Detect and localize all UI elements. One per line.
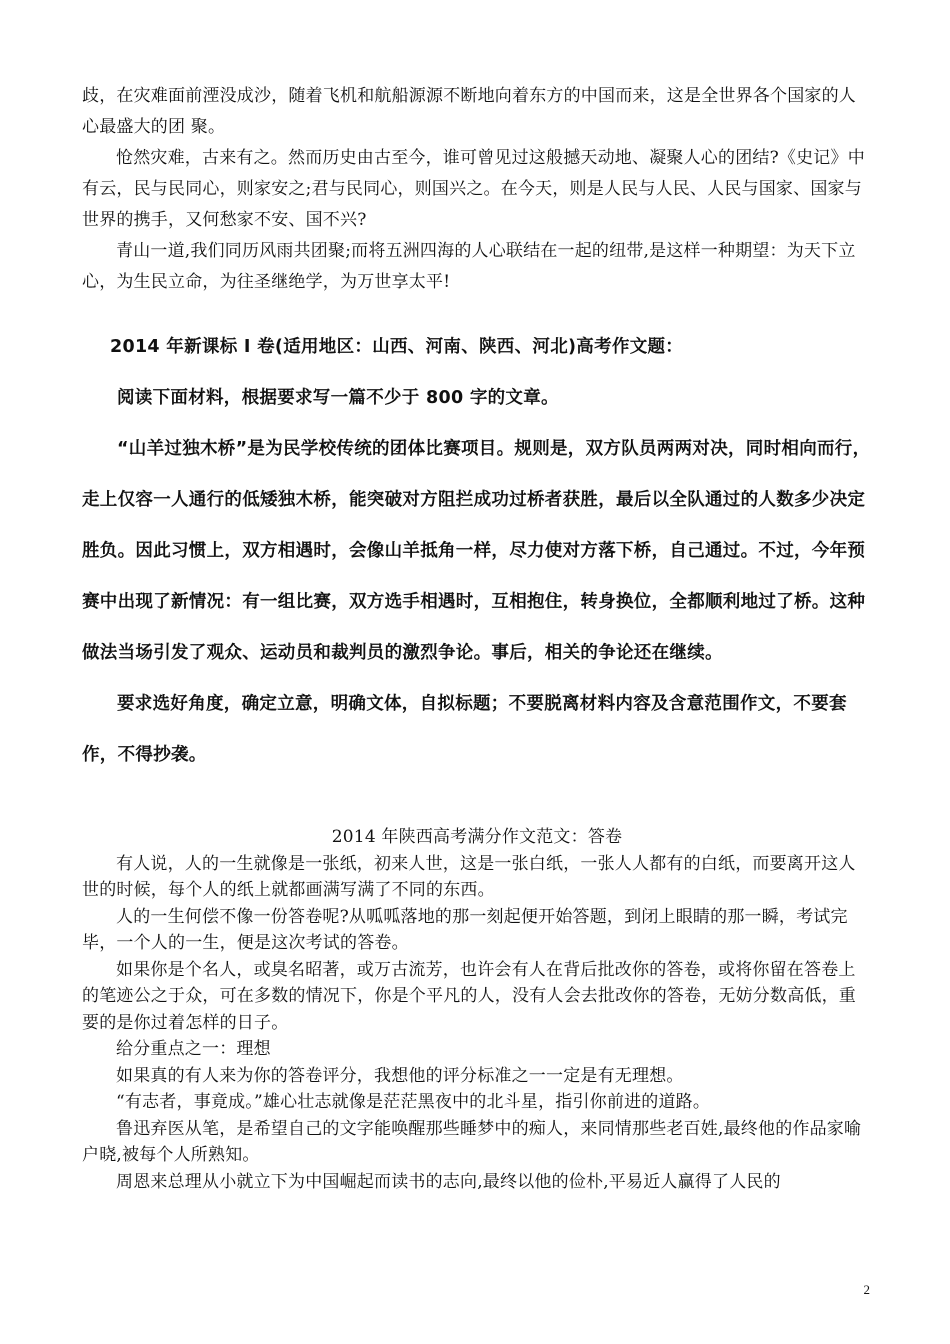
essay-section <box>82 824 872 1195</box>
essay-paragraph: 有人说，人的一生就像是一张纸，初来人世，这是一张白纸，一张人人都有的白纸，而要离开这人世的时候，每个人的纸上就都画满写满了不同的东西。 <box>82 853 856 900</box>
exam-section <box>82 322 872 781</box>
essay-paragraph: 周恩来总理从小就立下为中国崛起而读书的志向,最终以他的俭朴,平易近人赢得了人民的 <box>116 1171 781 1192</box>
essay-title: 2014 年陕西高考满分作文范文：答卷 <box>331 827 623 847</box>
top-section <box>82 81 872 298</box>
paragraph-mountains: 青山一道,我们同历风雨共团聚;而将五洲四海的人心联结在一起的纽带,是这样一种期望：为天下立心，为生民立命，为往圣继绝学，为万世享太平! <box>82 241 856 292</box>
exam-requirement: 要求选好角度，确定立意，明确文体，自拟标题；不要脱离材料内容及含意范围作文，不要套作，不得抄袭。 <box>82 694 847 765</box>
essay-paragraph: “有志者，事竟成。”雄心壮志就像是茫茫黑夜中的北斗星，指引你前进的道路。 <box>116 1092 711 1112</box>
essay-paragraph: 如果你是个名人，或臭名昭著，或万古流芳，也许会有人在背后批改你的答卷，或将你留在答卷上的笔迹公之于众，可在多数的情况下，你是个平凡的人，没有人会去批改你的答卷，无妨分数高低，重要的是你过着怎样的日子。 <box>82 959 856 1033</box>
essay-paragraph: 鲁迅弃医从笔，是希望自己的文字能唤醒那些睡梦中的痴人，来同情那些老百姓,最终他的作品家喻户晓,被每个人所熟知。 <box>82 1118 862 1165</box>
page-number: 2 <box>863 1282 870 1297</box>
exam-material: “山羊过独木桥”是为民学校传统的团体比赛项目。规则是，双方队员两两对决，同时相向而行，走上仅容一人通行的低矮独木桥，能突破对方阻拦成功过桥者获胜，最后以全队通过的人数多少决定胜负。因此习惯上，双方相遇时，会像山羊抵角一样，尽力使对方落下桥，自己通过。不过，今年预赛中出现了新情况：有一组比赛，双方选手相遇时，互相抱住，转身换位，全都顺利地过了桥。这种做法当场引发了观众、运动员和裁判员的激烈争论。事后，相关的争论还在继续。 <box>82 439 871 663</box>
essay-paragraph: 人的一生何偿不像一份答卷呢?从呱呱落地的那一刻起便开始答题，到闭上眼睛的那一瞬，考试完毕，一个人的一生，便是这次考试的答卷。 <box>82 906 848 953</box>
exam-heading: 2014 年新课标 I 卷(适用地区：山西、河南、陕西、河北)高考作文题： <box>110 337 684 357</box>
paragraph-disaster: 怆然灾难，古来有之。然而历史由古至今，谁可曾见过这般撼天动地、凝聚人心的团结?《史记》中有云，民与民同心，则家安之;君与民同心，则国兴之。在今天，则是人民与人民、人民与国家、国家与世界的携手，又何愁家不安、国不兴? <box>82 148 865 230</box>
essay-paragraph: 如果真的有人来为你的答卷评分，我想他的评分标准之一一定是有无理想。 <box>116 1065 684 1086</box>
essay-subheading: 给分重点之一：理想 <box>116 1039 271 1059</box>
paragraph-continuation: 歧，在灾难面前湮没成沙，随着飞机和航船源源不断地向着东方的中国而来，这是全世界各个国家的人心最盛大的团 聚。 <box>82 86 856 137</box>
exam-instruction: 阅读下面材料，根据要求写一篇不少于 800 字的文章。 <box>117 388 559 408</box>
